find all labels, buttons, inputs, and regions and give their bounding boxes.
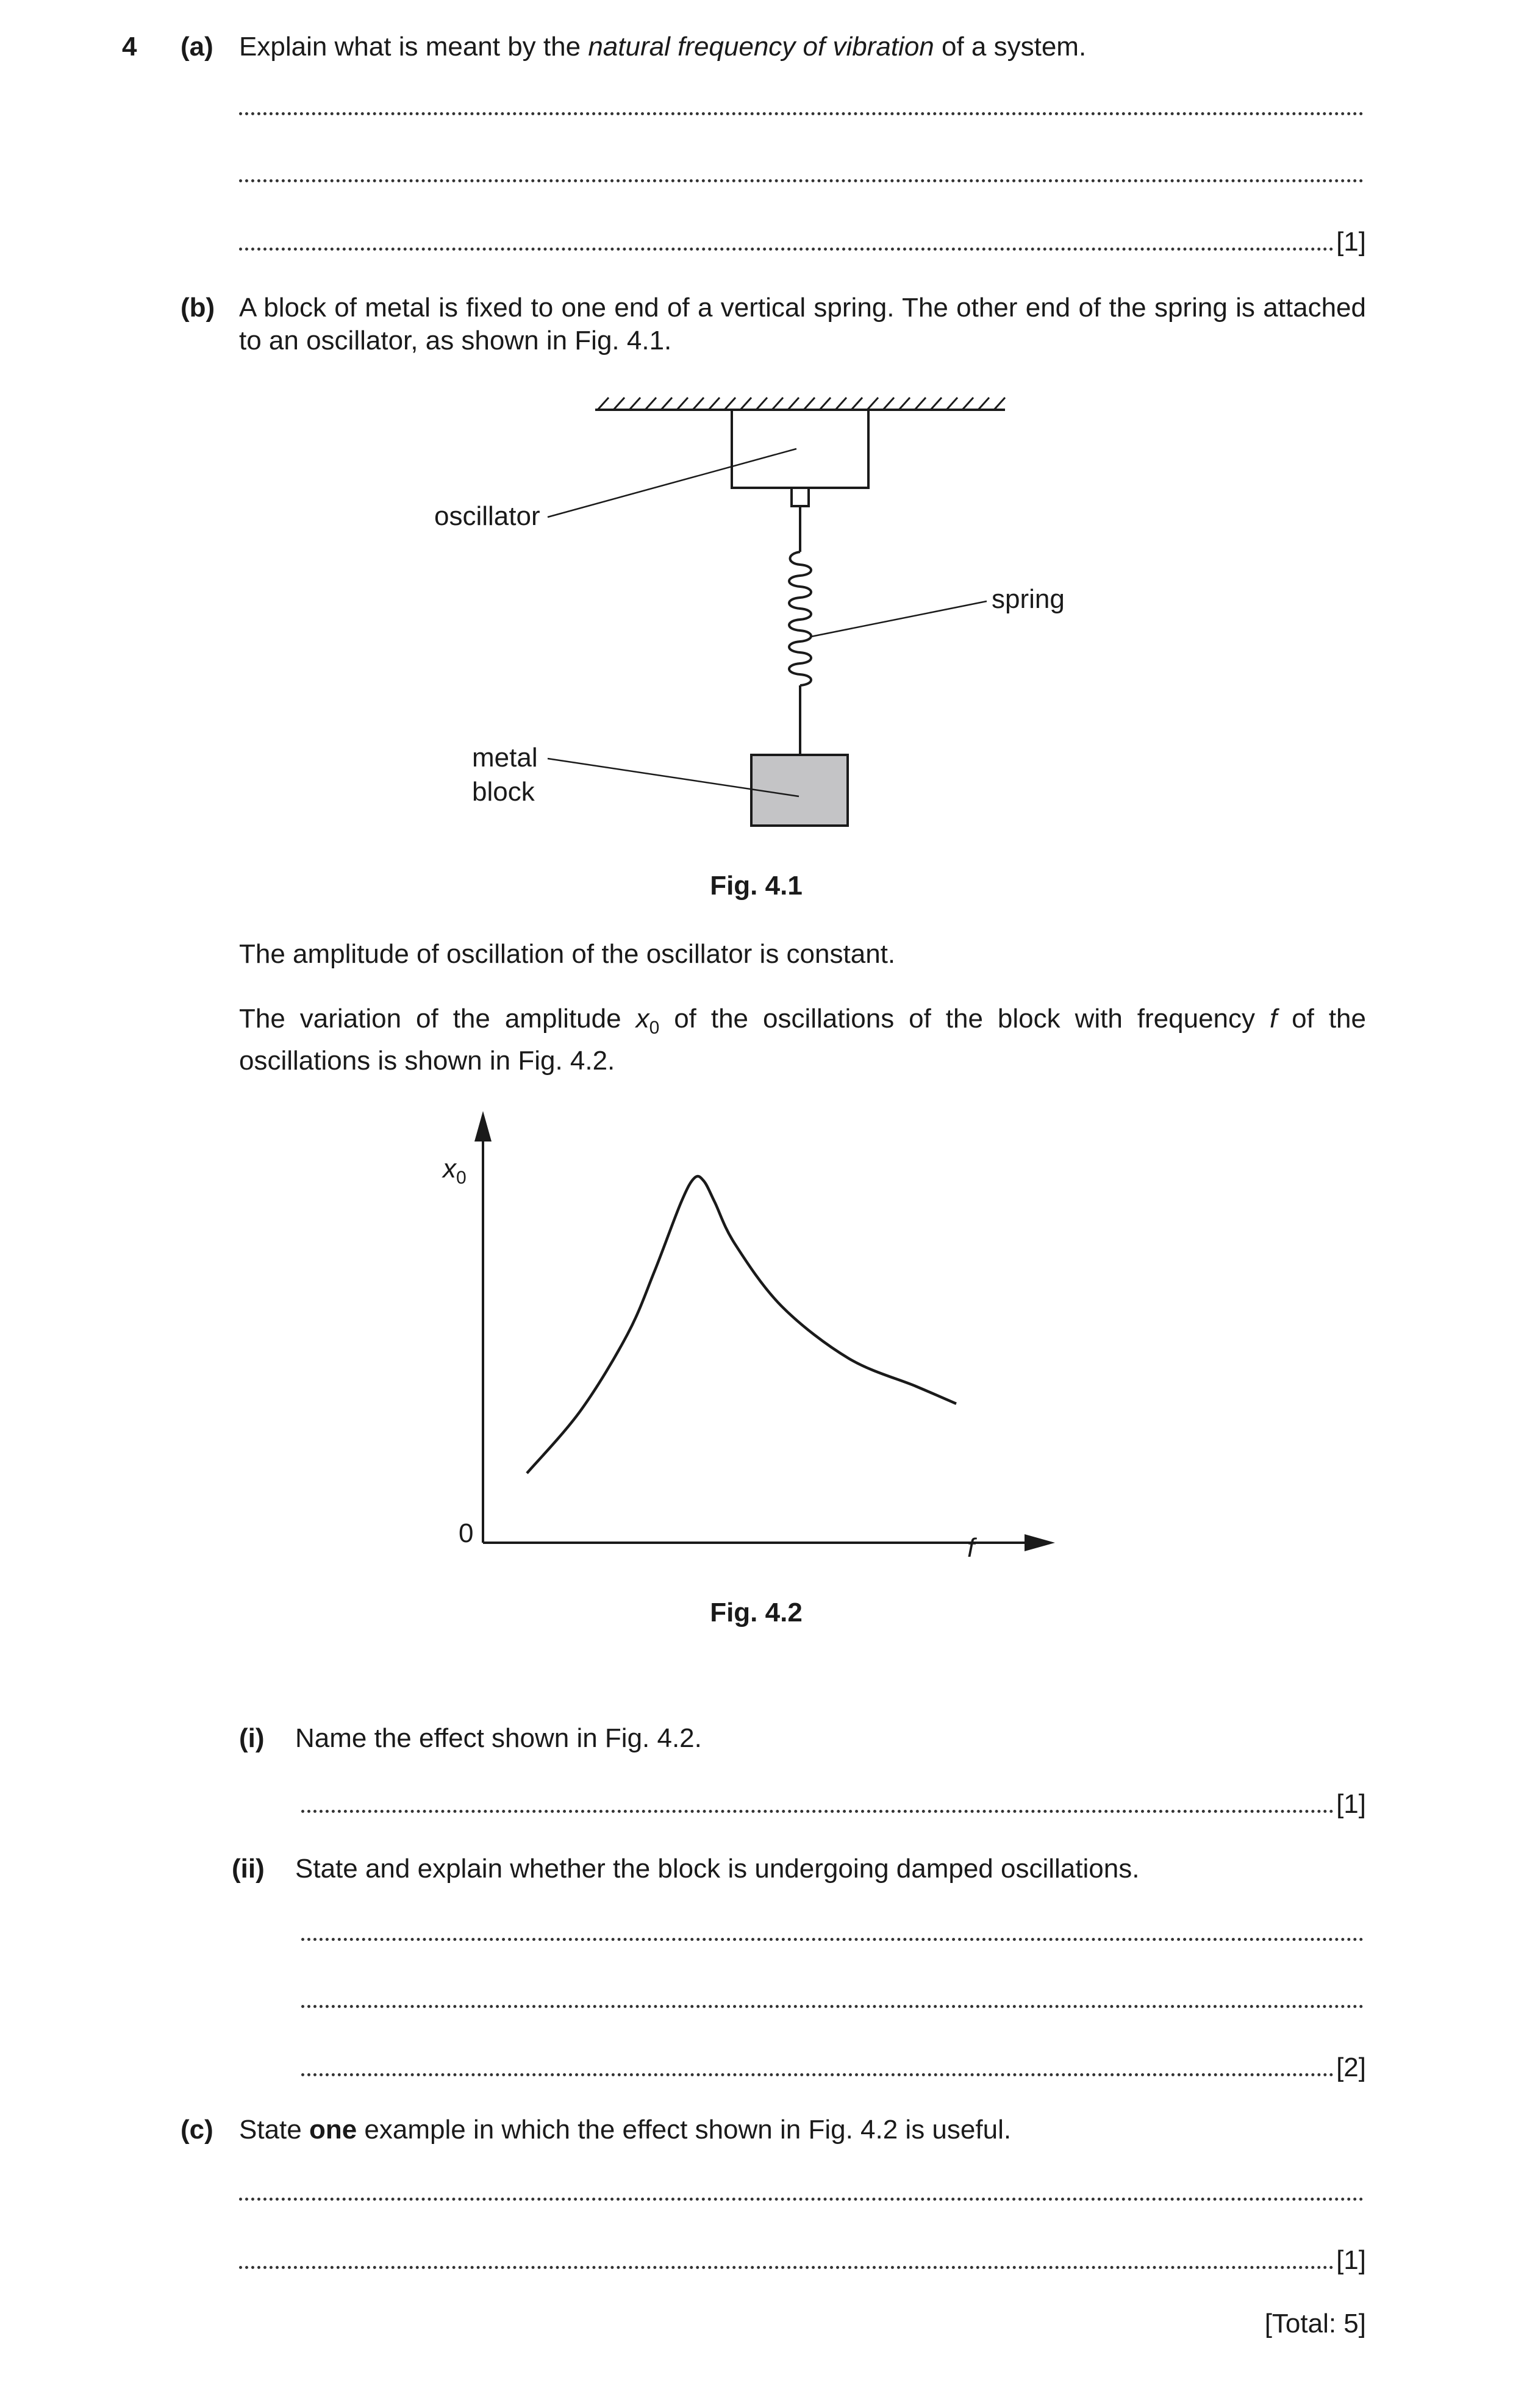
para2-var-f: f	[1269, 1004, 1278, 1034]
y-axis-var: x	[443, 1154, 456, 1184]
part-c-bold: one	[309, 2115, 357, 2145]
para2-text-c: of the oscillations is shown in Fig. 4.2.	[239, 1004, 1366, 1076]
para2-text-a: The variation of the amplitude	[239, 1004, 636, 1034]
part-c-label: (c)	[181, 2115, 213, 2145]
part-c-text-before: State	[239, 2115, 309, 2145]
mark-i: [1]	[1336, 1789, 1366, 1819]
part-b-para1: The amplitude of oscillation of the oscillator is constant.	[239, 939, 896, 969]
part-a-label: (a)	[181, 32, 213, 62]
sub-i-text: Name the effect shown in Fig. 4.2.	[295, 1723, 702, 1753]
part-c-question	[239, 2113, 1011, 2146]
x-axis-label: f	[967, 1533, 975, 1563]
label-block: block	[472, 777, 535, 807]
y-axis-arrow	[474, 1111, 492, 1141]
sub-i-label: (i)	[239, 1723, 265, 1753]
answer-line-ii2[interactable]	[301, 1984, 1366, 2015]
label-metal: metal	[472, 743, 538, 773]
mark-a: [1]	[1336, 227, 1366, 257]
label-oscillator: oscillator	[434, 501, 540, 531]
para2-var-x: x	[635, 1004, 649, 1034]
mark-ii: [2]	[1336, 2053, 1366, 2082]
y-axis-sub: 0	[456, 1167, 467, 1188]
part-b-label: (b)	[181, 293, 215, 323]
x-axis-arrow	[1025, 1534, 1055, 1551]
part-a-italic: natural frequency of vibration	[588, 32, 934, 62]
para2-var-sub: 0	[649, 1017, 660, 1038]
part-b-intro: A block of metal is fixed to one end of a vertical spring. The other end of the spring is attached to an oscillator, as shown in Fig. 4.1.	[239, 293, 1366, 355]
answer-line-ii1[interactable]	[301, 1917, 1366, 1948]
resonance-curve	[527, 1176, 956, 1473]
mark-c: [1]	[1336, 2245, 1366, 2275]
answer-line-c2[interactable]	[239, 2245, 1366, 2276]
answer-line-c1[interactable]	[239, 2177, 1366, 2207]
label-spring: spring	[992, 584, 1065, 614]
sub-ii-label: (ii)	[232, 1854, 265, 1884]
fig-4-1-caption: Fig. 4.1	[710, 871, 803, 901]
answer-line-i1[interactable]	[301, 1789, 1366, 1820]
part-a-text-after: of a system.	[934, 32, 1087, 62]
para2-text-b: of the oscillations of the block with frequency	[659, 1004, 1270, 1034]
part-a-text-before: Explain what is meant by the	[239, 32, 588, 62]
fig-4-2-caption: Fig. 4.2	[710, 1598, 803, 1627]
total-marks: [Total: 5]	[1264, 2309, 1366, 2338]
y-axis-label	[443, 1152, 467, 1195]
answer-line-ii3[interactable]	[301, 2053, 1366, 2083]
part-c-text-after: example in which the effect shown in Fig. 4.2 is useful.	[357, 2115, 1012, 2145]
sub-ii-text: State and explain whether the block is undergoing damped oscillations.	[295, 1854, 1140, 1884]
question-number: 4	[122, 32, 137, 62]
origin-label: 0	[459, 1518, 474, 1548]
